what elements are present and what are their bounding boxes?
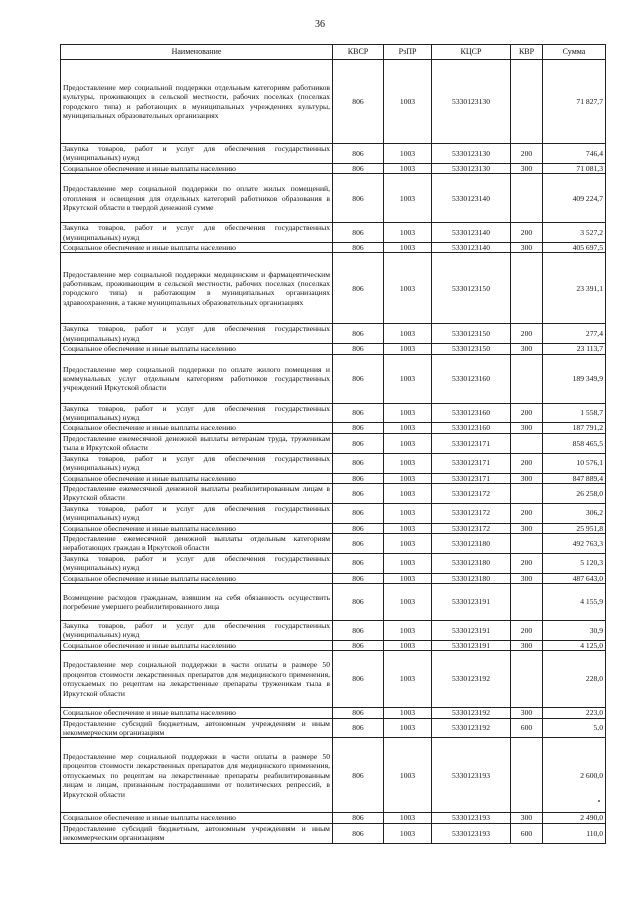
table-row xyxy=(61,583,606,620)
cell-kvr xyxy=(511,433,543,453)
cell-kvr xyxy=(511,253,543,324)
cell-kcsr: 5330123171 xyxy=(432,453,511,473)
cell-rzpr: 1003 xyxy=(384,60,432,144)
cell-rzpr: 1003 xyxy=(384,253,432,324)
cell-rzpr: 1003 xyxy=(384,243,432,253)
table-row xyxy=(61,813,606,823)
cell-rzpr: 1003 xyxy=(384,738,432,813)
table-row xyxy=(61,620,606,640)
cell-name: Закупка товаров, работ и услуг для обеспечения государственных (муниципальных) нужд xyxy=(61,144,333,164)
cell-kcsr: 5330123160 xyxy=(432,354,511,403)
table-row xyxy=(61,223,606,243)
cell-kcsr: 5330123160 xyxy=(432,423,511,433)
cell-rzpr: 1003 xyxy=(384,403,432,423)
cell-kcsr: 5330123193 xyxy=(432,738,511,813)
cell-rzpr: 1003 xyxy=(384,651,432,708)
cell-rzpr: 1003 xyxy=(384,223,432,243)
cell-sum: 277,4 xyxy=(543,324,606,344)
cell-sum: 187 791,2 xyxy=(543,423,606,433)
cell-name: Закупка товаров, работ и услуг для обеспечения государственных (муниципальных) нужд xyxy=(61,223,333,243)
cell-kcsr: 5330123193 xyxy=(432,823,511,843)
cell-kcsr: 5330123172 xyxy=(432,523,511,533)
cell-sum: 26 258,0 xyxy=(543,483,606,503)
cell-rzpr: 1003 xyxy=(384,823,432,843)
cell-kcsr: 5330123191 xyxy=(432,583,511,620)
cell-kvsr: 806 xyxy=(333,60,384,144)
cell-sum: 858 465,5 xyxy=(543,433,606,453)
cell-sum: 25 951,8 xyxy=(543,523,606,533)
table-row xyxy=(61,144,606,164)
cell-rzpr: 1003 xyxy=(384,163,432,173)
cell-sum: 110,0 xyxy=(543,823,606,843)
cell-sum: 23 113,7 xyxy=(543,344,606,354)
cell-kcsr: 5330123172 xyxy=(432,483,511,503)
cell-sum: 409 224,7 xyxy=(543,174,606,223)
cell-kvr xyxy=(511,533,543,553)
cell-sum: 30,9 xyxy=(543,620,606,640)
cell-name: Предоставление ежемесячной денежной выплаты ветеранам труда, труженикам тыла в Иркутской области xyxy=(61,433,333,453)
cell-name: Социальное обеспечение и иные выплаты населению xyxy=(61,163,333,173)
cell-kvsr: 806 xyxy=(333,243,384,253)
cell-name: Социальное обеспечение и иные выплаты населению xyxy=(61,243,333,253)
table-row xyxy=(61,640,606,650)
cell-kvsr: 806 xyxy=(333,640,384,650)
cell-sum: 3 527,2 xyxy=(543,223,606,243)
cell-rzpr: 1003 xyxy=(384,344,432,354)
cell-name: Предоставление мер социальной поддержки отдельным категориям работников культуры, проживающих в сельской местности, рабочих поселках (поселках городского типа) и работающих в муниципальных учреждениях культуры, муниципальных образовательных организациях xyxy=(61,60,333,144)
cell-rzpr: 1003 xyxy=(384,503,432,523)
cell-name: Закупка товаров, работ и услуг для обеспечения государственных (муниципальных) нужд xyxy=(61,453,333,473)
cell-name: Социальное обеспечение и иные выплаты населению xyxy=(61,423,333,433)
cell-kvsr: 806 xyxy=(333,533,384,553)
cell-name: Закупка товаров, работ и услуг для обеспечения государственных (муниципальных) нужд xyxy=(61,553,333,573)
cell-sum: 228,0 xyxy=(543,651,606,708)
cell-kvr: 300 xyxy=(511,708,543,718)
cell-rzpr: 1003 xyxy=(384,533,432,553)
cell-sum: 847 889,4 xyxy=(543,473,606,483)
cell-sum: 5,0 xyxy=(543,718,606,738)
cell-rzpr: 1003 xyxy=(384,583,432,620)
header-rzpr: РзПР xyxy=(384,45,432,60)
cell-kvr xyxy=(511,174,543,223)
cell-kvsr: 806 xyxy=(333,473,384,483)
cell-kcsr: 5330123140 xyxy=(432,174,511,223)
cell-kcsr: 5330123130 xyxy=(432,60,511,144)
cell-rzpr: 1003 xyxy=(384,473,432,483)
scan-speck xyxy=(598,800,600,802)
cell-name: Предоставление мер социальной поддержки в части оплаты в размере 50 процентов стоимости лекарственных препаратов для медицинского применения, отпускаемых по рецептам на лекарственные препараты труженикам тыла в Иркутской области xyxy=(61,651,333,708)
cell-kvr: 300 xyxy=(511,163,543,173)
header-kvsr: КВСР xyxy=(333,45,384,60)
cell-name: Социальное обеспечение и иные выплаты населению xyxy=(61,473,333,483)
cell-rzpr: 1003 xyxy=(384,523,432,533)
header-kvr: КВР xyxy=(511,45,543,60)
cell-kvr: 300 xyxy=(511,423,543,433)
cell-name: Предоставление мер социальной поддержки по оплате жилых помещений, отопления и освещения для отдельных категорий работников образования в Иркутской области в твердой денежной сумме xyxy=(61,174,333,223)
cell-sum: 746,4 xyxy=(543,144,606,164)
page-number: 36 xyxy=(315,19,325,30)
cell-kvr: 300 xyxy=(511,573,543,583)
budget-table xyxy=(60,44,606,844)
cell-kcsr: 5330123180 xyxy=(432,573,511,583)
cell-rzpr: 1003 xyxy=(384,433,432,453)
cell-kvsr: 806 xyxy=(333,324,384,344)
cell-kvr xyxy=(511,651,543,708)
cell-sum: 23 391,1 xyxy=(543,253,606,324)
cell-name: Закупка товаров, работ и услуг для обеспечения государственных (муниципальных) нужд xyxy=(61,403,333,423)
table-row xyxy=(61,163,606,173)
cell-kcsr: 5330123191 xyxy=(432,640,511,650)
table-body xyxy=(61,60,606,844)
cell-kvr: 300 xyxy=(511,344,543,354)
cell-kvsr: 806 xyxy=(333,573,384,583)
cell-kcsr: 5330123140 xyxy=(432,223,511,243)
cell-rzpr: 1003 xyxy=(384,708,432,718)
table-row xyxy=(61,553,606,573)
cell-rzpr: 1003 xyxy=(384,144,432,164)
cell-name: Социальное обеспечение и иные выплаты населению xyxy=(61,573,333,583)
cell-sum: 487 643,0 xyxy=(543,573,606,583)
cell-name: Предоставление мер социальной поддержки в части оплаты в размере 50 процентов стоимости лекарственных препаратов для медицинского применения, отпускаемых по рецептам на лекарственные препараты реабилитированным лицам и лицам, признанным пострадавшими от политических репрессий, в Иркутской области xyxy=(61,738,333,813)
cell-kvsr: 806 xyxy=(333,223,384,243)
cell-rzpr: 1003 xyxy=(384,640,432,650)
cell-kcsr: 5330123130 xyxy=(432,163,511,173)
cell-kcsr: 5330123192 xyxy=(432,651,511,708)
cell-kvr: 300 xyxy=(511,523,543,533)
cell-name: Закупка товаров, работ и услуг для обеспечения государственных (муниципальных) нужд xyxy=(61,503,333,523)
cell-name: Предоставление ежемесячной денежной выплаты реабилитированным лицам в Иркутской области xyxy=(61,483,333,503)
header-row xyxy=(61,45,606,60)
cell-kvr: 200 xyxy=(511,144,543,164)
cell-rzpr: 1003 xyxy=(384,483,432,503)
cell-kvr: 600 xyxy=(511,823,543,843)
table-row xyxy=(61,174,606,223)
cell-rzpr: 1003 xyxy=(384,573,432,583)
cell-name: Социальное обеспечение и иные выплаты населению xyxy=(61,640,333,650)
cell-kvsr: 806 xyxy=(333,651,384,708)
cell-kvsr: 806 xyxy=(333,354,384,403)
cell-rzpr: 1003 xyxy=(384,813,432,823)
cell-rzpr: 1003 xyxy=(384,423,432,433)
cell-kvr: 300 xyxy=(511,640,543,650)
table-row xyxy=(61,718,606,738)
cell-kcsr: 5330123192 xyxy=(432,718,511,738)
table-row xyxy=(61,573,606,583)
cell-sum: 71 827,7 xyxy=(543,60,606,144)
cell-rzpr: 1003 xyxy=(384,453,432,473)
table-row xyxy=(61,533,606,553)
cell-kvsr: 806 xyxy=(333,144,384,164)
cell-name: Возмещение расходов гражданам, взявшим на себя обязанность осуществить погребение умершего реабилитированного лица xyxy=(61,583,333,620)
cell-sum: 1 558,7 xyxy=(543,403,606,423)
cell-sum: 4 125,0 xyxy=(543,640,606,650)
cell-kvsr: 806 xyxy=(333,708,384,718)
cell-kvr xyxy=(511,60,543,144)
cell-name: Предоставление ежемесячной денежной выплаты отдельным категориям неработающих граждан в Иркутской области xyxy=(61,533,333,553)
cell-kvr: 200 xyxy=(511,453,543,473)
table-row xyxy=(61,253,606,324)
table-header xyxy=(61,45,606,60)
cell-kvsr: 806 xyxy=(333,813,384,823)
cell-name: Предоставление мер социальной поддержки по оплате жилого помещения и коммунальных услуг отдельным категориям работников государственных учреждений Иркутской области xyxy=(61,354,333,403)
cell-rzpr: 1003 xyxy=(384,174,432,223)
cell-name: Предоставление субсидий бюджетным, автономным учреждениям и иным некоммерческим организациям xyxy=(61,823,333,843)
cell-name: Предоставление мер социальной поддержки медицинским и фармацевтическим работникам, проживающим в сельской местности, рабочих поселках (поселках городского типа) и работающим в муниципальных организациях здравоохранения, а также муниципальных образовательных организациях xyxy=(61,253,333,324)
cell-sum: 2 490,0 xyxy=(543,813,606,823)
table-row xyxy=(61,523,606,533)
cell-kvr: 300 xyxy=(511,473,543,483)
cell-kvsr: 806 xyxy=(333,583,384,620)
cell-kvsr: 806 xyxy=(333,453,384,473)
table-row xyxy=(61,403,606,423)
table-row xyxy=(61,423,606,433)
table-row xyxy=(61,243,606,253)
table-row xyxy=(61,651,606,708)
cell-kvr: 200 xyxy=(511,620,543,640)
cell-kvr: 600 xyxy=(511,718,543,738)
table-row xyxy=(61,708,606,718)
cell-kvsr: 806 xyxy=(333,738,384,813)
cell-name: Закупка товаров, работ и услуг для обеспечения государственных (муниципальных) нужд xyxy=(61,620,333,640)
table-row xyxy=(61,433,606,453)
cell-kvsr: 806 xyxy=(333,344,384,354)
cell-kvsr: 806 xyxy=(333,423,384,433)
cell-kcsr: 5330123150 xyxy=(432,253,511,324)
cell-sum: 4 155,9 xyxy=(543,583,606,620)
table-row xyxy=(61,503,606,523)
cell-kcsr: 5330123150 xyxy=(432,344,511,354)
cell-kcsr: 5330123140 xyxy=(432,243,511,253)
header-kcsr: КЦСР xyxy=(432,45,511,60)
header-name: Наименование xyxy=(61,45,333,60)
cell-kvsr: 806 xyxy=(333,823,384,843)
cell-kvr xyxy=(511,738,543,813)
cell-kcsr: 5330123172 xyxy=(432,503,511,523)
cell-sum: 10 576,1 xyxy=(543,453,606,473)
cell-kcsr: 5330123180 xyxy=(432,553,511,573)
cell-sum: 405 697,5 xyxy=(543,243,606,253)
cell-kvsr: 806 xyxy=(333,553,384,573)
table-row xyxy=(61,738,606,813)
cell-kcsr: 5330123171 xyxy=(432,433,511,453)
cell-kvr xyxy=(511,583,543,620)
table-row xyxy=(61,344,606,354)
cell-name: Социальное обеспечение и иные выплаты населению xyxy=(61,708,333,718)
cell-kvr: 200 xyxy=(511,553,543,573)
cell-kcsr: 5330123191 xyxy=(432,620,511,640)
cell-kvsr: 806 xyxy=(333,403,384,423)
cell-rzpr: 1003 xyxy=(384,354,432,403)
cell-kvsr: 806 xyxy=(333,253,384,324)
cell-sum: 492 763,3 xyxy=(543,533,606,553)
cell-rzpr: 1003 xyxy=(384,553,432,573)
cell-kcsr: 5330123160 xyxy=(432,403,511,423)
table-row xyxy=(61,823,606,843)
cell-rzpr: 1003 xyxy=(384,620,432,640)
cell-kcsr: 5330123193 xyxy=(432,813,511,823)
cell-sum: 5 120,3 xyxy=(543,553,606,573)
cell-kvsr: 806 xyxy=(333,718,384,738)
cell-name: Закупка товаров, работ и услуг для обеспечения государственных (муниципальных) нужд xyxy=(61,324,333,344)
cell-kvr xyxy=(511,354,543,403)
cell-kvr: 200 xyxy=(511,503,543,523)
cell-rzpr: 1003 xyxy=(384,718,432,738)
cell-sum: 189 349,9 xyxy=(543,354,606,403)
cell-kcsr: 5330123171 xyxy=(432,473,511,483)
cell-sum: 71 081,3 xyxy=(543,163,606,173)
cell-kcsr: 5330123192 xyxy=(432,708,511,718)
table-row xyxy=(61,354,606,403)
cell-kvsr: 806 xyxy=(333,620,384,640)
cell-kvsr: 806 xyxy=(333,163,384,173)
cell-kvr: 300 xyxy=(511,243,543,253)
cell-rzpr: 1003 xyxy=(384,324,432,344)
cell-name: Социальное обеспечение и иные выплаты населению xyxy=(61,813,333,823)
cell-kcsr: 5330123150 xyxy=(432,324,511,344)
cell-name: Социальное обеспечение и иные выплаты населению xyxy=(61,344,333,354)
cell-sum: 223,0 xyxy=(543,708,606,718)
cell-kvsr: 806 xyxy=(333,174,384,223)
cell-kvr: 200 xyxy=(511,324,543,344)
table-row xyxy=(61,453,606,473)
cell-kvr xyxy=(511,483,543,503)
header-sum: Сумма xyxy=(543,45,606,60)
cell-name: Предоставление субсидий бюджетным, автономным учреждениям и иным некоммерческим организациям xyxy=(61,718,333,738)
table-row xyxy=(61,483,606,503)
cell-kcsr: 5330123130 xyxy=(432,144,511,164)
cell-sum: 2 600,0 xyxy=(543,738,606,813)
cell-kcsr: 5330123180 xyxy=(432,533,511,553)
table-row xyxy=(61,60,606,144)
cell-kvsr: 806 xyxy=(333,433,384,453)
cell-kvr: 200 xyxy=(511,223,543,243)
cell-kvr: 300 xyxy=(511,813,543,823)
table-row xyxy=(61,324,606,344)
cell-kvsr: 806 xyxy=(333,523,384,533)
cell-kvsr: 806 xyxy=(333,483,384,503)
cell-kvsr: 806 xyxy=(333,503,384,523)
cell-name: Социальное обеспечение и иные выплаты населению xyxy=(61,523,333,533)
cell-sum: 306,2 xyxy=(543,503,606,523)
table-row xyxy=(61,473,606,483)
cell-kvr: 200 xyxy=(511,403,543,423)
